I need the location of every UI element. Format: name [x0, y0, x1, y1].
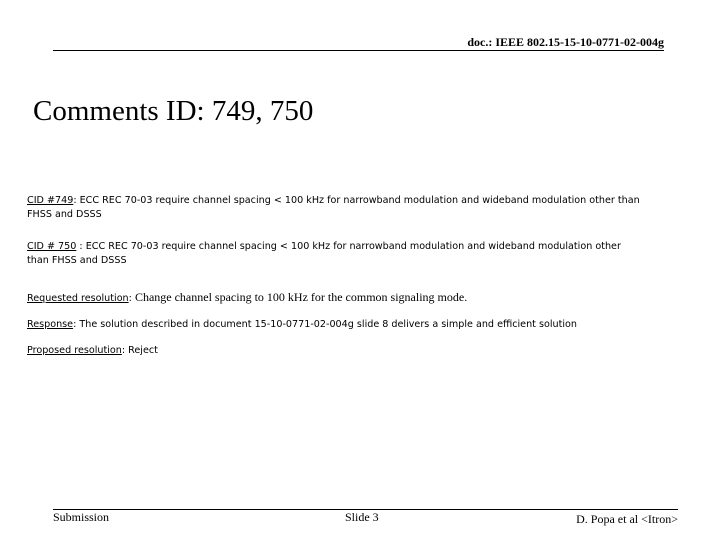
- proposed-resolution: [27, 344, 667, 358]
- footer-slide-number: Slide 3: [345, 510, 379, 524]
- comment-750: [27, 240, 627, 268]
- response-label: Response: [27, 319, 74, 330]
- requested-resolution-text: Change channel spacing to 100 kHz for the common signaling mode.: [134, 290, 468, 304]
- requested-resolution-separator: :: [128, 293, 135, 304]
- requested-resolution: [27, 290, 667, 306]
- footer-submission: Submission: [53, 510, 110, 524]
- comment-750-separator: :: [76, 241, 86, 252]
- response-text: The solution described in document 15-10-0771-02-004g slide 8 delivers a simple and efficient solution: [79, 319, 577, 330]
- comment-749-separator: :: [73, 195, 80, 206]
- response: [27, 318, 667, 332]
- footer-author: D. Popa et al <Itron>: [576, 512, 678, 526]
- comment-749: [27, 194, 647, 222]
- proposed-resolution-label: Proposed resolution: [27, 345, 122, 356]
- comment-749-label: CID #749: [27, 195, 74, 206]
- proposed-resolution-text: Reject: [128, 345, 158, 356]
- comment-749-text: ECC REC 70-03 require channel spacing < 100 kHz for narrowband modulation and wideband modulation other than FHSS and DSSS: [27, 195, 640, 220]
- proposed-resolution-separator: :: [121, 345, 129, 356]
- comment-750-text: ECC REC 70-03 require channel spacing < 100 kHz for narrowband modulation and wideband modulation other than FHSS and DSSS: [27, 241, 621, 266]
- slide-title: Comments ID: 749, 750: [33, 95, 314, 127]
- document-id-header: doc.: IEEE 802.15-15-10-0771-02-004g: [53, 35, 664, 51]
- slide-content: [27, 194, 667, 358]
- comment-750-label: CID # 750: [27, 241, 77, 252]
- response-separator: :: [73, 319, 80, 330]
- requested-resolution-label: Requested resolution: [27, 293, 129, 304]
